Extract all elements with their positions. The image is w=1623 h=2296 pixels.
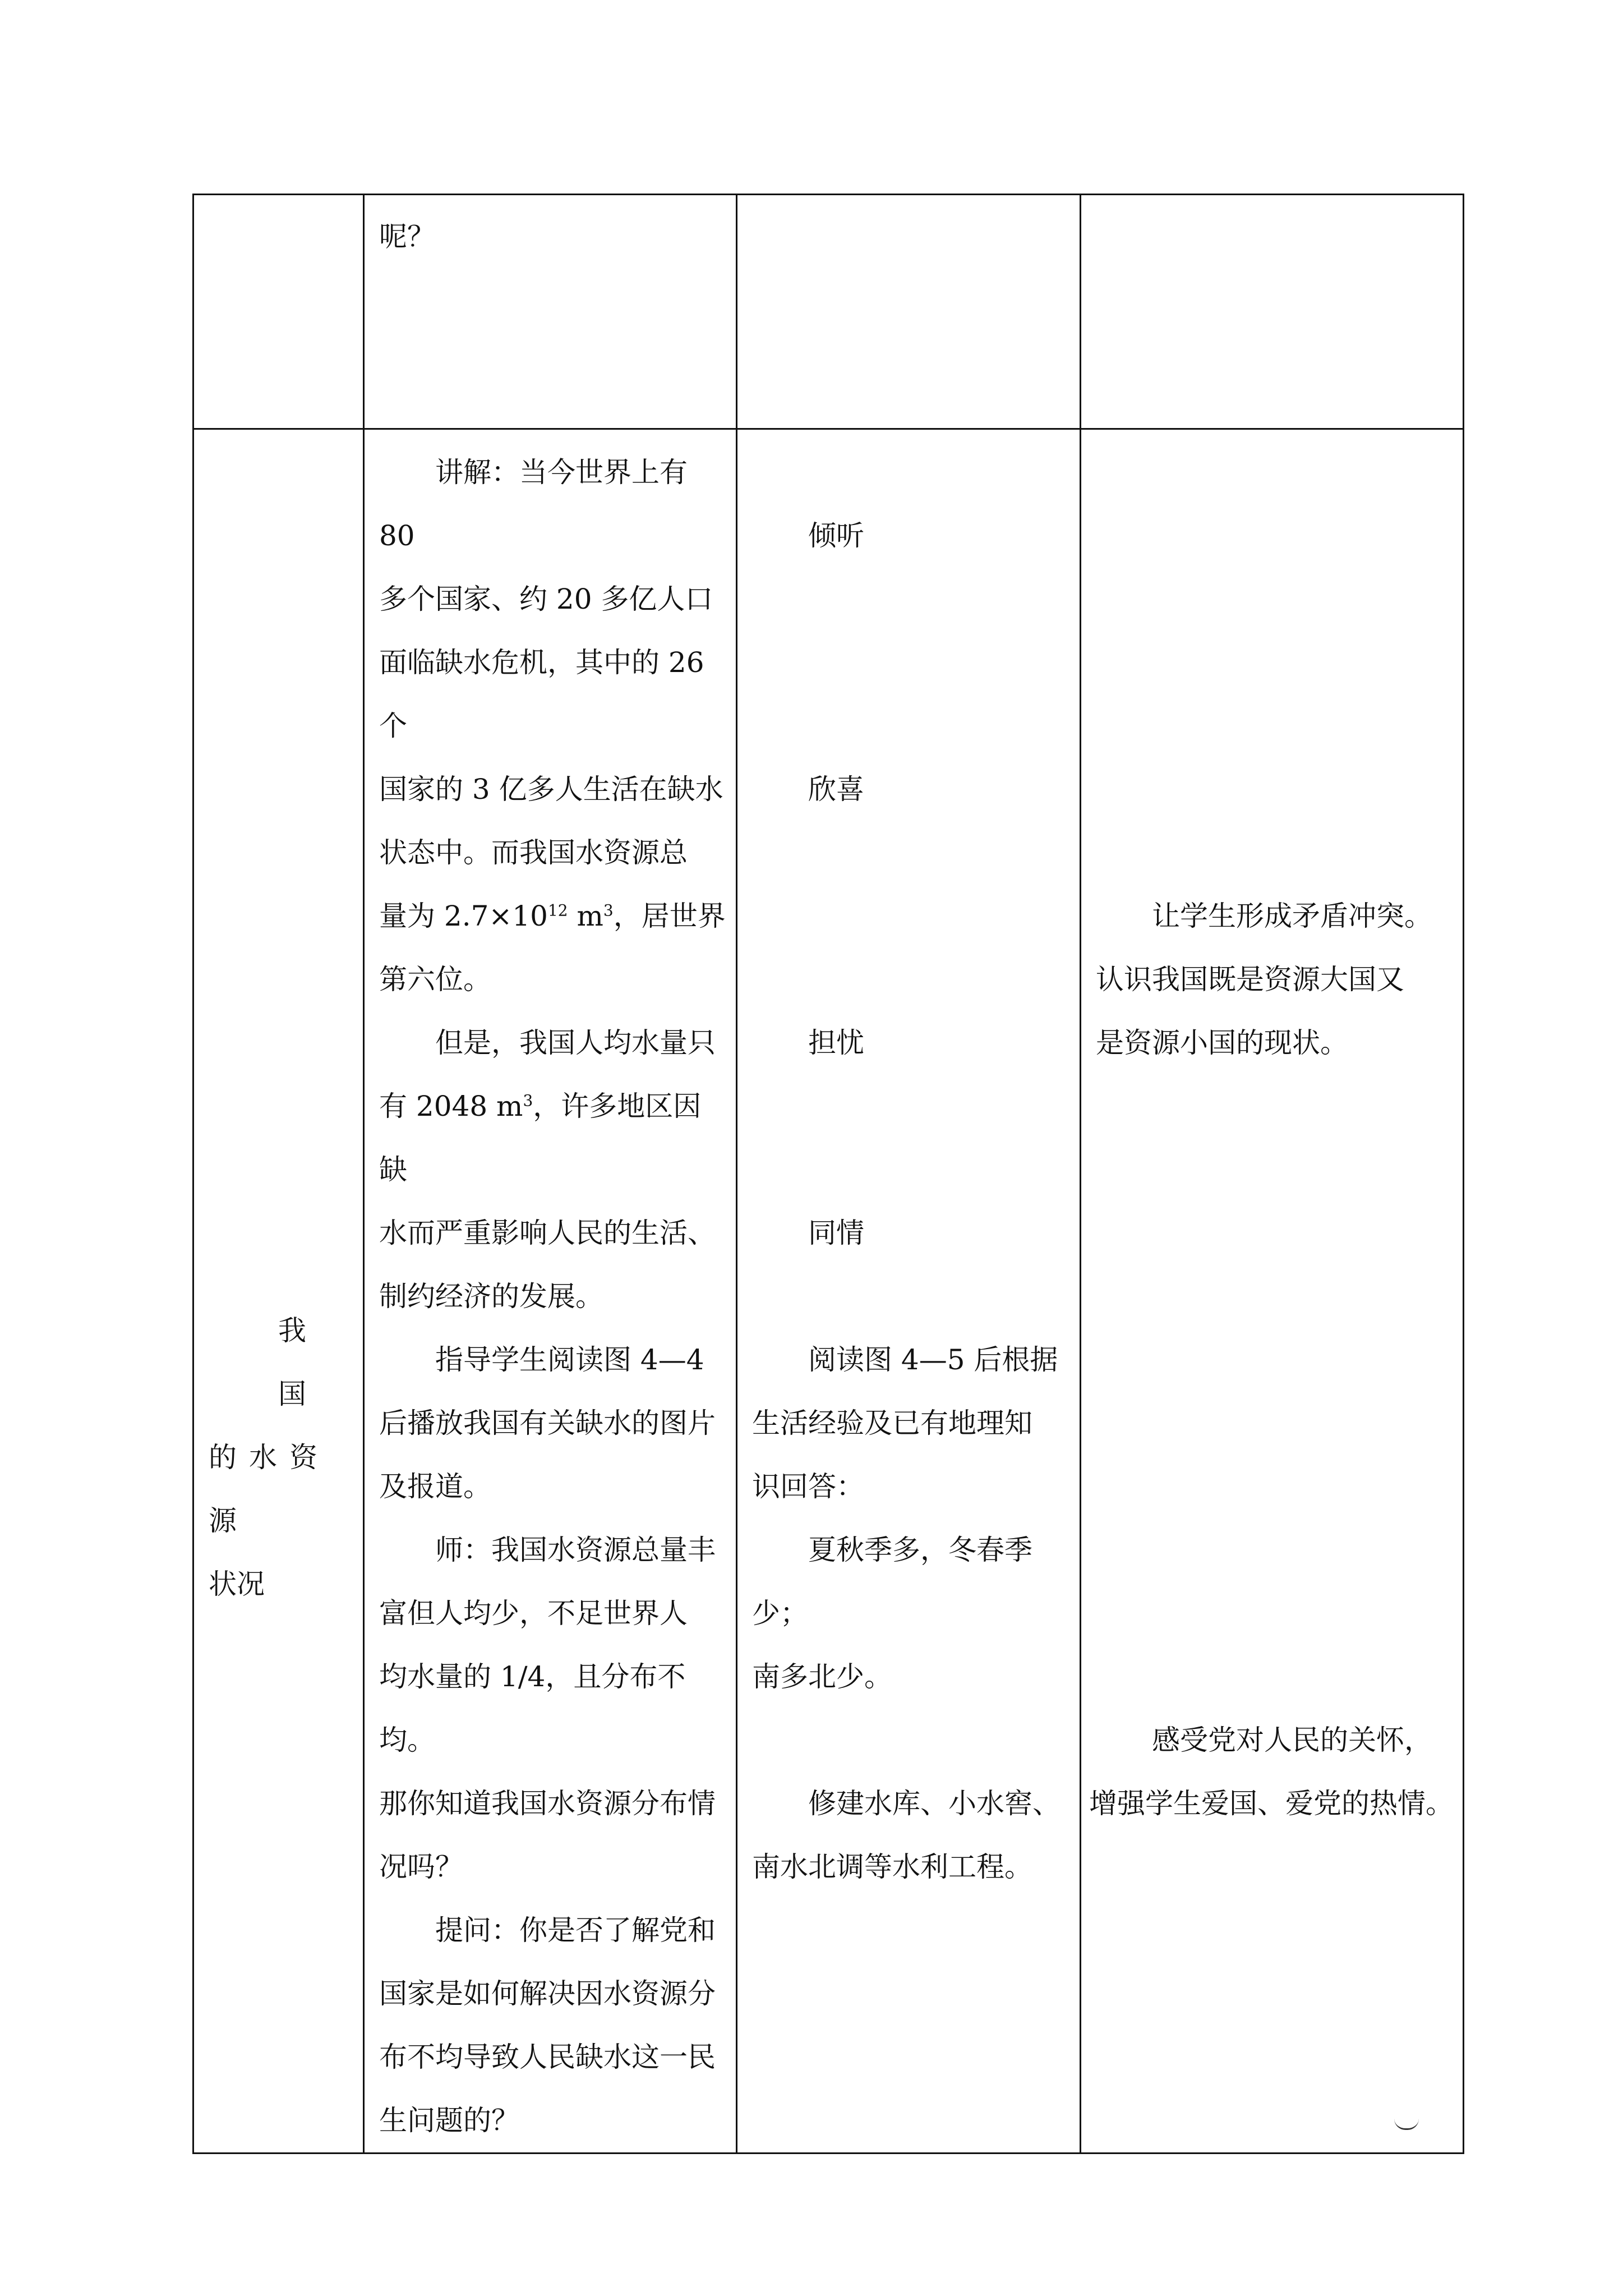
lesson-plan-table	[192, 194, 1464, 2154]
cell-text: 呢？	[379, 220, 435, 253]
table-cell-student-activity	[737, 195, 1081, 429]
table-cell-design-intent	[1081, 195, 1464, 429]
table-cell-design-intent	[1081, 429, 1464, 2154]
table-row	[193, 429, 1464, 2154]
table-cell-teacher-activity	[364, 195, 737, 429]
table-cell-teacher-activity	[364, 429, 737, 2154]
design-intent-text: 让学生形成矛盾冲突。 认识我国既是资源大国又 是资源小国的现状。 感受党对人民的关怀， 增强学生爱国、爱党的热情。	[1089, 900, 1454, 1820]
teacher-activity-text: 讲解：当今世界上有 80 多个国家、约 20 多亿人口 面临缺水危机，其中的 26 个 国家的 3 亿多人生活在缺水 状态中。而我国水资源总 量为 $2.7\times 10^{12}$ $m^3$，居世界 第六位。 但是，我国人均水量只 有 2048 $m^3$，许多地区因缺 水而严重影响人民的生活、 制约经济的发展。 指导学生阅读图 4—4 后播放我国有关缺水的图片 及报道。 师：我国水资源总量丰 富但人均少，不足世界人 均水量的 1/4，且分布不均。 那你知道我国水资源分布情 况吗？ 提问：你是否了解党和 国家是如何解决因水资源分 布不均导致人民缺水这一民 生问题的？	[379, 456, 726, 2137]
table-row	[193, 195, 1464, 429]
table-cell-topic	[193, 429, 364, 2154]
table-cell-topic	[193, 195, 364, 429]
table-cell-student-activity	[737, 429, 1081, 2154]
student-activity-text: 倾听 欣喜 担忧 同情 阅读图 4—5 后根据 生活经验及已有地理知 识回答： 夏秋季多，冬春季少； 南多北少。 修建水库、小水窖、 南水北调等水利工程。	[752, 519, 1061, 1883]
topic-label: 我国 的水资源 状况	[209, 1314, 330, 1600]
